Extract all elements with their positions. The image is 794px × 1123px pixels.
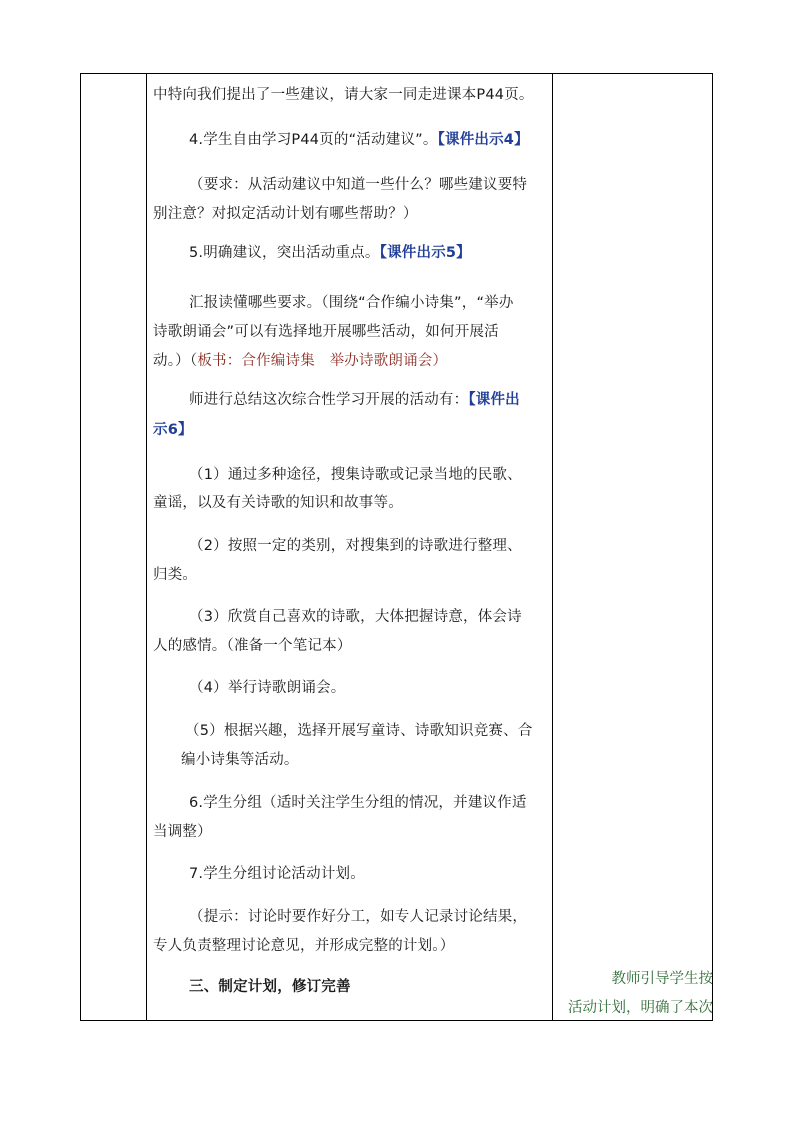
- courseware-6-part2: 示6】: [153, 422, 193, 438]
- table-border-right: [712, 74, 713, 1020]
- courseware-4: 【课件出示4】: [437, 132, 529, 148]
- section-heading: 三、制定计划，修订完善: [189, 979, 351, 995]
- activity-2: （2）按照一定的类别，对搜集到的诗歌进行整理、: [189, 538, 522, 554]
- summary-line: [189, 383, 589, 417]
- step-6: 6.学生分组（适时关注学生分组的情况，并建议作适: [189, 795, 527, 811]
- activity-5: （5）根据兴趣，选择开展写童诗、诗歌知识竞赛、合: [185, 723, 533, 739]
- activity-5-cont: 编小诗集等活动。: [181, 752, 299, 768]
- step-5-line: [189, 236, 589, 270]
- activity-2-cont: 归类。: [153, 567, 198, 583]
- board-note: 板书：合作编诗集 举办诗歌朗诵会）: [197, 353, 448, 369]
- step-6-cont: 当调整）: [153, 824, 212, 840]
- step-5-text: 5.明确建议，突出活动重点。: [189, 245, 380, 261]
- activity-4: （4）举行诗歌朗诵会。: [189, 680, 346, 696]
- table-border-left: [80, 74, 81, 1020]
- text-line: （要求：从活动建议中知道一些什么？哪些建议要特: [189, 177, 528, 193]
- text-line: 中特向我们提出了一些建议，请大家一同走进课本P44页。: [153, 87, 534, 103]
- table-column-divider-1: [146, 74, 147, 1020]
- step-4-text: 4.学生自由学习P44页的“活动建议”。: [189, 132, 438, 148]
- side-note-line-2: 活动计划，明确了本次: [568, 1000, 713, 1016]
- step-7: 7.学生分组讨论活动计划。: [189, 866, 365, 882]
- activity-1: （1）通过多种途径，搜集诗歌或记录当地的民歌、: [189, 467, 522, 483]
- text-line: 别注意？对拟定活动计划有哪些帮助？）: [153, 206, 418, 222]
- board-note-line: [153, 344, 553, 378]
- hint-line: （提示：讨论时要作好分工，如专人记录讨论结果，: [189, 909, 528, 925]
- courseware-5: 【课件出示5】: [379, 245, 471, 261]
- lesson-table: [80, 73, 713, 1021]
- activity-3-cont: 人的感情。（准备一个笔记本）: [153, 638, 352, 654]
- summary-text: 师进行总结这次综合性学习开展的活动有：: [189, 392, 469, 408]
- hint-line-cont: 专人负责整理讨论意见，并形成完整的计划。）: [153, 938, 455, 954]
- step-4-line: [189, 123, 589, 157]
- side-note-line-1: 教师引导学生按: [611, 971, 713, 987]
- activity-1-cont: 童谣，以及有关诗歌的知识和故事等。: [153, 495, 403, 511]
- activity-3: （3）欣赏自己喜欢的诗歌，大体把握诗意，体会诗: [189, 609, 522, 625]
- courseware-6-part1: 【课件出: [468, 392, 520, 408]
- text-line: 诗歌朗诵会”可以有选择地开展哪些活动，如何开展活: [153, 324, 499, 340]
- text-line: 汇报读懂哪些要求。（围绕“合作编小诗集”，“举办: [189, 295, 514, 311]
- text-span: 动。）（: [153, 353, 198, 369]
